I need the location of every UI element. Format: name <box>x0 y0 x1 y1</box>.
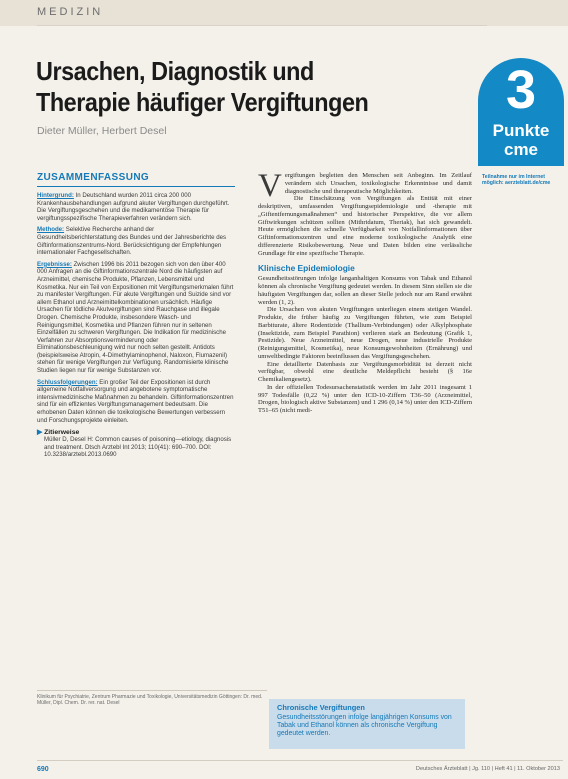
badge-label-cme: cme <box>503 140 539 159</box>
abstract-background <box>37 192 235 222</box>
info-box <box>269 699 465 749</box>
article-body <box>258 168 472 415</box>
body-paragraph: In der offiziellen Todesursachenstatistik werden im Jahr 2011 insgesamt 1 997 Todesfälle (0,22 %) unter den ICD-10-Ziffern T36–50 (Arzneimittel, Drogen, biologisch aktive Substanzen) und 1 296 (0,14 %) unter den ICD-Ziffern T51–65 (nicht medi- <box>258 383 472 414</box>
body-paragraph: Gesundheitsstörungen infolge langanhaltigen Konsums von Tabak und Ethanol können als chronische Vergiftung gedeutet werden. In diesem Sinn stellen sie die häufigsten Vergiftungen dar, sollen an dieser Stelle jedoch nur am Rand erwähnt werden (1, 2). <box>258 275 472 306</box>
body-paragraph: Die Ursachen von akuten Vergiftungen unterliegen einem stetigen Wandel. Produkte, die früher häufig zu Vergiftungen führten, wie zum Beispiel Barbiturate, ältere Rodentizide (Thallium-Verbindungen) oder Alkylphosphate (Insektizide, zum Beispiel Parathion) verlieren stark an Bedeutung (Grafik 1, Pestizide). Neue Arzneimittel, neue Drogen, neue industrielle Produkte (Reinigungsmittel, Kosmetika), neue Konsumgewohnheiten (Ernährung) und umweltbedingte Faktoren beeinflussen das Vergiftungsgeschehen. <box>258 306 472 360</box>
badge-label-points: Punkte <box>492 121 550 140</box>
drop-cap: V <box>258 168 282 204</box>
badge-number: 3 <box>505 60 537 120</box>
section-heading: Klinische Epidemiologie <box>258 263 355 274</box>
abstract-text: Zwischen 1996 bis 2011 bezogen sich von den über 400 000 Anfragen an die Giftinformationszentrale Nord die häufigsten auf Arzneimittel, chemische Produkte, Pflanzen, Lebensmittel und Kosmetika. Nur ein Teil von Expositionen mit Vergiftungsmerkmalen führt zu manifester Vergiftungen. Für akute Vergiftungen und Suizide sind vor allem Ethanol und Arzneimittelkombinationen ursächlich. Häufige Ursachen für tödliche Akutvergiftungen sind Rauchgase und illegale Drogen. Chemische Produkte, insbesondere Wasch- und Reinigungsmittel, Kosmetika und Pflanzen führen nur in seltenen Einzelfällen zu schweren Vergiftungen. Die Indikation für medizinische Verfahren zur Absorptionsverminderung oder Eliminationsbeschleunigung wird nur noch selten gestellt. Antidots (beispielsweise Atropin, 4-Dimethylaminophenol, Naloxon, Flumazenil) stehen für wenige Vergiftungen zur Verfügung. Randomisierte klinische Studien liegen nur für wenige Substanzen vor. <box>37 260 234 375</box>
title-line-2: Therapie häufiger Vergiftungen <box>36 87 369 117</box>
author-affiliation: Klinikum für Psychiatrie, Zentrum Pharmazie und Toxikologie, Universitätsmedizin Göttingen: Dr. med. Müller, Dipl. Chem. Dr. rer. nat. Desel <box>37 690 267 707</box>
triangle-right-icon: ▶ <box>37 429 45 437</box>
body-paragraph: Eine detaillierte Datenbasis zur Vergiftungsmorbidität ist derzeit nicht verfügbar, obwohl eine deutliche Meldepflicht besteht (§ 16e Chemikaliengesetz). <box>258 360 472 383</box>
section-rubric: MEDIZIN <box>37 6 104 18</box>
abstract-text: Ein großer Teil der Expositionen ist durch allgemeine Notfallversorgung und angebotene symptomatische intensivmedizinische Maßnahmen zu behandeln. Giftinformationszentren sind für ein effizientes Vergiftungsmanagement bedeutsam. Die erhobenen Daten können die toxikologische Bewertungen verbessern und Forschungsprojekte einleiten. <box>37 378 234 424</box>
cme-points-badge <box>478 58 564 166</box>
abstract-heading: ZUSAMMENFASSUNG <box>37 172 235 187</box>
citation-text: Müller D, Desel H: Common causes of poisoning—etiology, diagnosis and treatment. Dtsch Arztebl Int 2013; 110(41): 690–700. DOI: 10.3238/arztebl.2013.0690 <box>44 436 232 459</box>
body-paragraph: Die Einschätzung von Vergiftungen als Entität mit einer deskriptiven, umfassenden Vergiftungsepidemiologie und -therapie mit „Giftentfernungsmaßnahmen“ und historischer Perspektive, die vor allem Giftwirkungen schützen sollten (Mithridatum, Theriak), hat sich gewandelt. Heute ermöglichen die schnelle Verfügbarkeit von Notfallinformationen über Giftinformationszentren und eine moderne toxikologische Analytik eine differenzierte Risikobewertung. Neue und Daten bilden eine verlässliche Grundlage für eine spezifische Therapie. <box>258 195 472 257</box>
cme-sidenote: Teilnahme nur im Internet möglich: aerzteblatt.de/cme <box>482 174 551 187</box>
abstract-label: Ergebnisse: <box>37 260 72 268</box>
abstract-label: Methode: <box>37 226 65 234</box>
abstract <box>37 172 235 459</box>
abstract-results <box>37 261 235 375</box>
abstract-methods <box>37 226 235 256</box>
abstract-label: Hintergrund: <box>37 192 74 199</box>
authors: Dieter Müller, Herbert Desel <box>37 125 167 137</box>
footer-rule <box>37 760 563 761</box>
citation-heading: ▶ Zitierweise <box>37 429 80 437</box>
abstract-text: Selektive Recherche anhand der Gesundheitsberichterstattung des Bundes und der Jahresberichte des Giftinformationszentrums-Nord. Berücksichtigung der Empfehlungen internationaler Fachgesellschaften. <box>37 226 227 257</box>
journal-reference: Deutsches Ärzteblatt | Jg. 110 | Heft 41 | 11. Oktober 2013 <box>415 766 560 772</box>
info-box-text: Gesundheitsstörungen infolge langjährigen Konsums von Tabak und Ethanol können als chronische Vergiftung gedeutet werden. <box>277 714 452 738</box>
page-number: 690 <box>37 766 49 773</box>
info-box-title: Chronische Vergiftungen <box>277 703 365 712</box>
title-line-1: Ursachen, Diagnostik und <box>36 56 314 86</box>
abstract-conclusions <box>37 379 235 425</box>
header-rule <box>37 25 487 26</box>
abstract-label: Schlussfolgerungen: <box>37 378 98 386</box>
article-title <box>36 56 423 118</box>
abstract-text: In Deutschland wurden 2011 circa 200 000 Krankenhausbehandlungen aufgrund akuter Vergiftungen durchgeführt. Die Vergiftungsgeschehen und die medikamentöse Therapie für vergiftungsspezifische Therapieverfahren verändern sich. <box>37 192 230 222</box>
body-paragraph: ergiftungen begleiten den Menschen seit Anbeginn. Im Zeitlauf verändern sich Ursachen, toxikologische Erkenntnisse und damit diagnostische und therapeutische Möglichkeiten. <box>284 172 472 195</box>
